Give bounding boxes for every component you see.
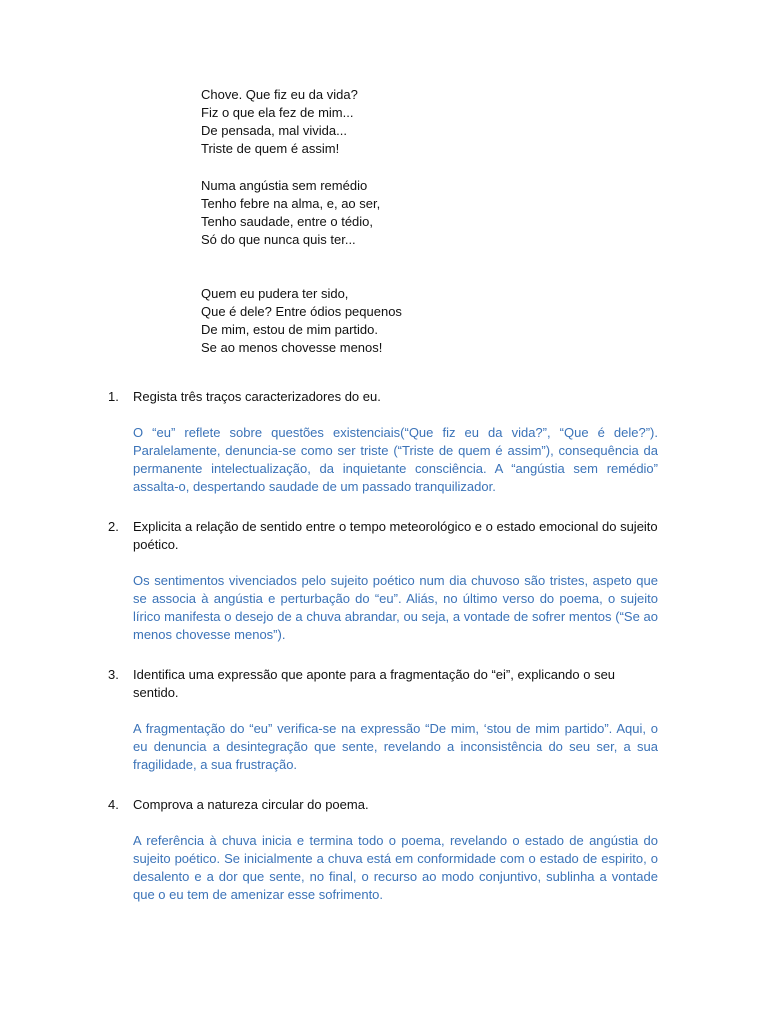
question-number: 2.: [108, 519, 119, 534]
question-item: [108, 388, 658, 496]
poem-line: Só do que nunca quis ter...: [201, 232, 356, 247]
poem-line: De pensada, mal vivida...: [201, 123, 347, 138]
question-item: [108, 666, 658, 774]
answer-text: O “eu” reflete sobre questões existenciais(“Que fiz eu da vida?”, “Que é dele?”). Paralelamente, denuncia-se como ser triste (“Triste de quem é assim”), consequência da permanente intelectualização, da inquietante consciência. A “angústia sem remédio” assalta-o, despertando saudade de um passado tranquilizador.: [133, 425, 658, 494]
poem-line: Que é dele? Entre ódios pequenos: [201, 304, 402, 319]
answer-text: Os sentimentos vivenciados pelo sujeito poético num dia chuvoso são tristes, aspeto que se associa à angústia e perturbação do “eu”. Aliás, no último verso do poema, o sujeito lírico manifesta o desejo de a chuva abrandar, ou seja, a vontade de sofrer mentos (“Se ao menos chovesse menos”).: [133, 573, 658, 642]
poem-stanza-1: [201, 86, 402, 158]
question-text: Regista três traços caracterizadores do eu.: [133, 389, 381, 404]
question-number: 4.: [108, 797, 119, 812]
question-list: [108, 388, 658, 904]
question-number: 1.: [108, 389, 119, 404]
poem-line: Triste de quem é assim!: [201, 141, 340, 156]
question-item: [108, 518, 658, 644]
poem-stanza-3: [201, 285, 402, 357]
poem-line: De mim, estou de mim partido.: [201, 322, 379, 337]
poem-stanza-2: [201, 177, 402, 249]
poem-line: Tenho saudade, entre o tédio,: [201, 214, 374, 229]
answer-text: A referência à chuva inicia e termina todo o poema, revelando o estado de angústia do sujeito poético. Se inicialmente a chuva está em conformidade com o estado de espirito, o desalento e a dor que sente, no final, o recurso ao modo conjuntivo, sublinha a vontade que o eu tem de amenizar esse sofrimento.: [133, 833, 658, 902]
question-item: [108, 796, 658, 904]
poem-line: Tenho febre na alma, e, ao ser,: [201, 196, 381, 211]
poem-line: Chove. Que fiz eu da vida?: [201, 87, 358, 102]
poem: [201, 86, 402, 357]
poem-line: Fiz o que ela fez de mim...: [201, 105, 354, 120]
question-text: Comprova a natureza circular do poema.: [133, 797, 369, 812]
poem-line: Quem eu pudera ter sido,: [201, 286, 349, 301]
poem-line: Numa angústia sem remédio: [201, 178, 368, 193]
answer-text: A fragmentação do “eu” verifica-se na expressão “De mim, ‘stou de mim partido”. Aqui, o eu denuncia a desintegração que sente, revelando a inconsistência do seu ser, a sua fragilidade, a sua frustração.: [133, 721, 658, 772]
question-text: Identifica uma expressão que aponte para a fragmentação do “ei”, explicando o seu sentido.: [133, 667, 616, 700]
question-number: 3.: [108, 667, 119, 682]
question-text: Explicita a relação de sentido entre o tempo meteorológico e o estado emocional do sujeito poético.: [133, 519, 658, 552]
poem-line: Se ao menos chovesse menos!: [201, 340, 383, 355]
